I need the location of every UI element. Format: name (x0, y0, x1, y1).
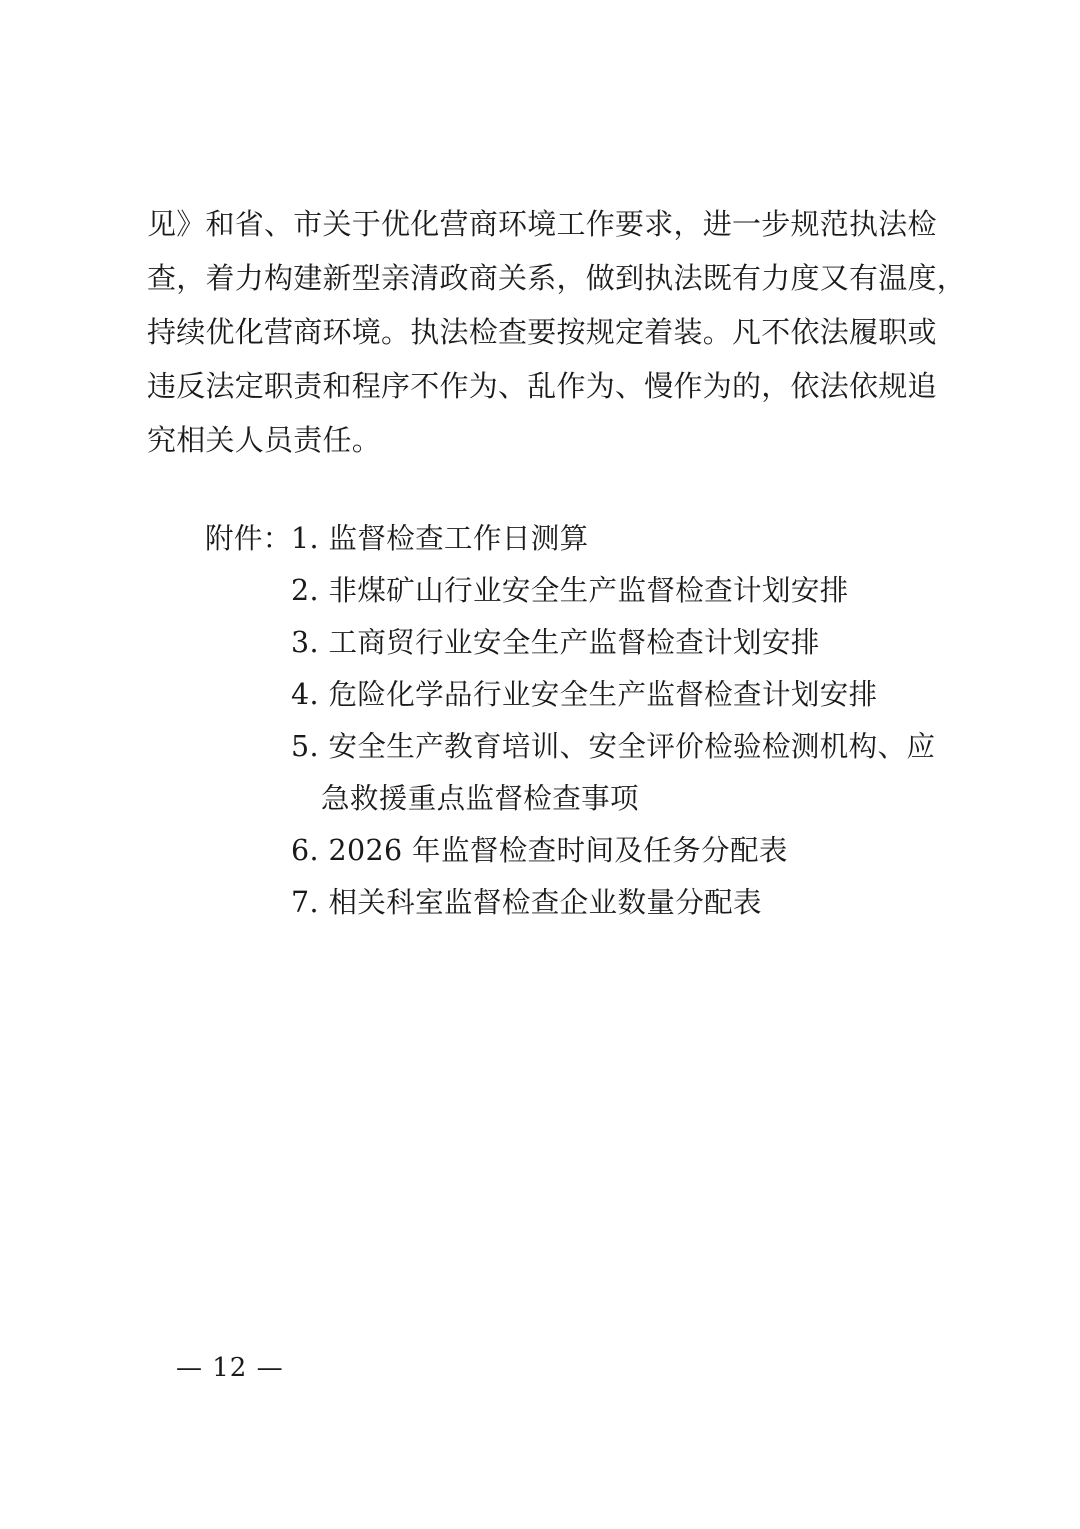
body-line: 违反法定职责和程序不作为、乱作为、慢作为的，依法依规追 (147, 369, 937, 403)
attachment-item-text: 急救援重点监督检查事项 (321, 782, 639, 815)
attachment-item-text: 7. 相关科室监督检查企业数量分配表 (291, 886, 762, 919)
body-line: 见》和省、市关于优化营商环境工作要求，进一步规范执法检 (147, 207, 937, 241)
attachment-item (205, 617, 985, 669)
body-paragraph (147, 197, 967, 467)
attachment-item (205, 565, 985, 617)
body-line: 究相关人员责任。 (147, 423, 382, 457)
attachment-item-text: 4. 危险化学品行业安全生产监督检查计划安排 (291, 678, 878, 711)
attachments-list (205, 513, 985, 929)
attachment-item-continuation (205, 773, 985, 825)
attachment-item-text: 1. 监督检查工作日测算 (291, 522, 589, 555)
attachment-item (205, 513, 985, 565)
attachment-item (205, 877, 985, 929)
attachment-item-text: 6. 2026 年监督检查时间及任务分配表 (291, 834, 788, 867)
attachment-item-text: 2. 非煤矿山行业安全生产监督检查计划安排 (291, 574, 849, 607)
attachment-item-text: 3. 工商贸行业安全生产监督检查计划安排 (291, 626, 820, 659)
page-number: — 12 — (176, 1353, 284, 1383)
body-line: 持续优化营商环境。执法检查要按规定着装。凡不依法履职或 (147, 315, 937, 349)
attachment-item-text: 5. 安全生产教育培训、安全评价检验检测机构、应 (291, 730, 936, 763)
body-line: 查，着力构建新型亲清政商关系，做到执法既有力度又有温度， (147, 261, 967, 295)
attachment-item (205, 825, 985, 877)
attachment-item (205, 669, 985, 721)
attachment-item (205, 721, 985, 773)
attachments-label: 附件： (205, 522, 292, 555)
